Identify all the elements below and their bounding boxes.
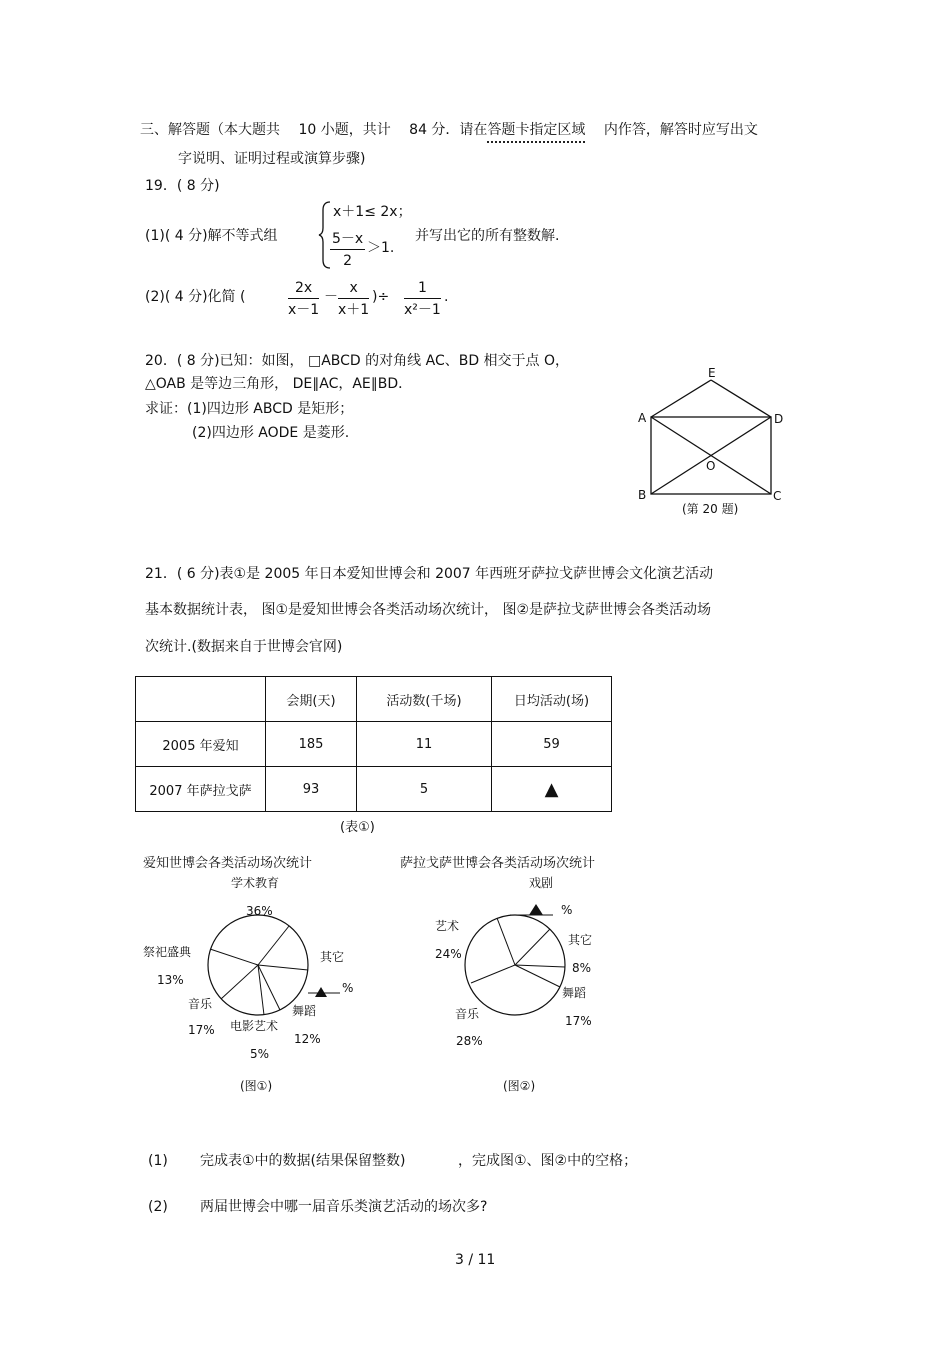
pie1-divider <box>258 965 280 1010</box>
sub1-text: 完成表①中的数据(结果保留整数) <box>200 1153 406 1169</box>
sub2-number: (2) <box>148 1199 168 1215</box>
pie1-value-dance: 12% <box>294 1032 321 1046</box>
pie1-divider <box>258 965 308 970</box>
pie1-caption: (图①) <box>240 1079 273 1093</box>
answer-area-emphasis: 答题卡指定区域 <box>487 122 585 143</box>
pie2-caption: (图②) <box>503 1079 536 1093</box>
table-header-cell: 会期(天) <box>266 677 357 722</box>
segment-de <box>711 380 771 417</box>
table-cell: 59 <box>492 722 612 767</box>
pie2-divider <box>471 965 515 983</box>
q21-line1: 21．( 6 分)表①是 2005 年日本爱知世博会和 2007 年西班牙萨拉戈萨世博会文化演艺活动 <box>145 566 714 582</box>
pie2-triangle-mark <box>529 904 543 915</box>
table-cell: 5 <box>357 767 492 812</box>
divide-sign: )÷ <box>372 289 390 305</box>
section-heading-part: 84 分．请在 <box>409 122 488 138</box>
pie1-label-dance: 舞蹈 <box>292 1004 317 1018</box>
label-a: A <box>638 411 647 425</box>
pie2-divider <box>515 965 565 967</box>
q19-part2-label: (2)( 4 分)化简 ( <box>145 289 246 305</box>
label-o: O <box>706 459 716 473</box>
table-header-cell <box>136 677 266 722</box>
pie1-triangle-mark <box>315 987 327 997</box>
fraction-numerator: x <box>338 281 369 299</box>
pie1-label-film: 电影艺术 <box>230 1019 279 1033</box>
table-header-row <box>136 677 612 722</box>
table-cell: 11 <box>357 722 492 767</box>
pie2-value-art: 24% <box>435 947 462 961</box>
minus-sign: － <box>324 289 338 305</box>
table-cell: 185 <box>266 722 357 767</box>
q20-line1: 20．( 8 分)已知：如图， □ABCD 的对角线 AC、BD 相交于点 O， <box>145 353 570 369</box>
pie1-title: 爱知世博会各类活动场次统计 <box>143 856 313 871</box>
pie2-title: 萨拉戈萨世博会各类活动场次统计 <box>400 856 596 871</box>
table-cell: 93 <box>266 767 357 812</box>
pie2-value-other: 8% <box>572 961 592 975</box>
data-table <box>135 676 612 812</box>
fraction-x <box>338 281 369 317</box>
rectangle-figure <box>630 360 800 525</box>
pie2-divider <box>515 929 550 965</box>
sub2-text: 两届世博会中哪一届音乐类演艺活动的场次多? <box>200 1199 488 1215</box>
q19-part1-tail: 并写出它的所有整数解. <box>415 228 560 244</box>
section-heading-part: 10 小题，共计 <box>298 122 391 138</box>
table-header-cell: 活动数(千场) <box>357 677 492 722</box>
pie2-label-art: 艺术 <box>435 919 460 933</box>
table-caption: (表①) <box>340 820 375 835</box>
pie2-label-other: 其它 <box>568 933 593 947</box>
table-row <box>136 767 612 812</box>
fraction-1 <box>404 281 441 317</box>
pie1-label-other: 其它 <box>320 950 345 964</box>
fraction-denominator: x－1 <box>288 302 320 318</box>
q19-part1-label: (1)( 4 分)解不等式组 <box>145 228 278 244</box>
table-cell-blank-triangle: ▲ <box>492 767 612 812</box>
q19-heading: 19．( 8 分) <box>145 178 220 194</box>
pie1-value-music: 17% <box>188 1023 215 1037</box>
pie1-label-festival: 祭祀盛典 <box>143 945 192 959</box>
inequality-2-relation: ＞1. <box>367 240 395 256</box>
pie2-divider <box>515 965 560 987</box>
section-heading <box>140 123 758 137</box>
table-cell: 2007 年萨拉戈萨 <box>136 767 266 812</box>
table-cell: 2005 年爱知 <box>136 722 266 767</box>
pie1-divider <box>210 949 258 965</box>
label-d: D <box>774 412 784 426</box>
pie2-label-music: 音乐 <box>455 1007 480 1021</box>
pie1-label-academic: 学术教育 <box>231 876 280 890</box>
q21-line3: 次统计.(数据来自于世博会官网) <box>145 639 343 655</box>
fraction-numerator: 5－x <box>330 232 365 250</box>
label-b: B <box>638 488 647 502</box>
end-period: . <box>444 289 449 305</box>
q20-line4: (2)四边形 AODE 是菱形. <box>192 425 350 441</box>
sub1-tail: ，完成图①、图②中的空格； <box>458 1153 638 1169</box>
inequality-2-fraction <box>330 232 365 268</box>
figure-20-caption: (第 20 题) <box>682 502 739 516</box>
q20-line3: 求证：(1)四边形 ABCD 是矩形； <box>145 401 354 417</box>
fraction-numerator: 1 <box>404 281 441 299</box>
pie2-value-dance: 17% <box>565 1014 592 1028</box>
label-e: E <box>708 366 716 380</box>
pie1-divider <box>258 926 289 965</box>
pie2-value-music: 28% <box>456 1034 483 1048</box>
pie-chart-1 <box>140 872 380 1097</box>
page-number: 3 / 11 <box>455 1252 496 1268</box>
section-heading-part: 内作答，解答时应写出文 <box>603 122 758 138</box>
inequality-1: x＋1≤ 2x； <box>333 204 412 220</box>
fraction-denominator: 2 <box>343 253 353 269</box>
q20-line2: △OAB 是等边三角形， DE∥AC，AE∥BD． <box>145 376 413 392</box>
pie1-divider <box>221 965 258 999</box>
pie1-value-film: 5% <box>250 1047 270 1061</box>
pie1-percent-other: % <box>342 981 354 995</box>
pie2-label-dance: 舞蹈 <box>562 986 587 1000</box>
sub1-number: (1) <box>148 1153 168 1169</box>
table-header-cell: 日均活动(场) <box>492 677 612 722</box>
table-row <box>136 722 612 767</box>
segment-ae <box>651 380 711 417</box>
pie-chart-2 <box>425 872 625 1097</box>
section-heading-part: 三、解答题（本大题共 <box>140 122 280 138</box>
pie2-label-drama: 戏剧 <box>529 876 554 890</box>
pie1-divider <box>258 965 264 1015</box>
pie2-divider <box>497 918 515 965</box>
pie1-label-music: 音乐 <box>188 997 213 1011</box>
q21-line2: 基本数据统计表， 图①是爱知世博会各类活动场次统计， 图②是萨拉戈萨世博会各类活动场 <box>145 602 711 618</box>
fraction-numerator: 2x <box>288 281 319 299</box>
pie2-percent-drama: % <box>561 903 573 917</box>
label-c: C <box>773 489 782 503</box>
fraction-2x <box>288 281 319 317</box>
pie1-value-festival: 13% <box>157 973 184 987</box>
fraction-denominator: x＋1 <box>338 302 370 318</box>
pie1-value-academic: 36% <box>246 904 273 918</box>
section-heading-line2: 字说明、证明过程或演算步骤) <box>178 151 366 167</box>
fraction-denominator: x²－1 <box>404 302 441 318</box>
